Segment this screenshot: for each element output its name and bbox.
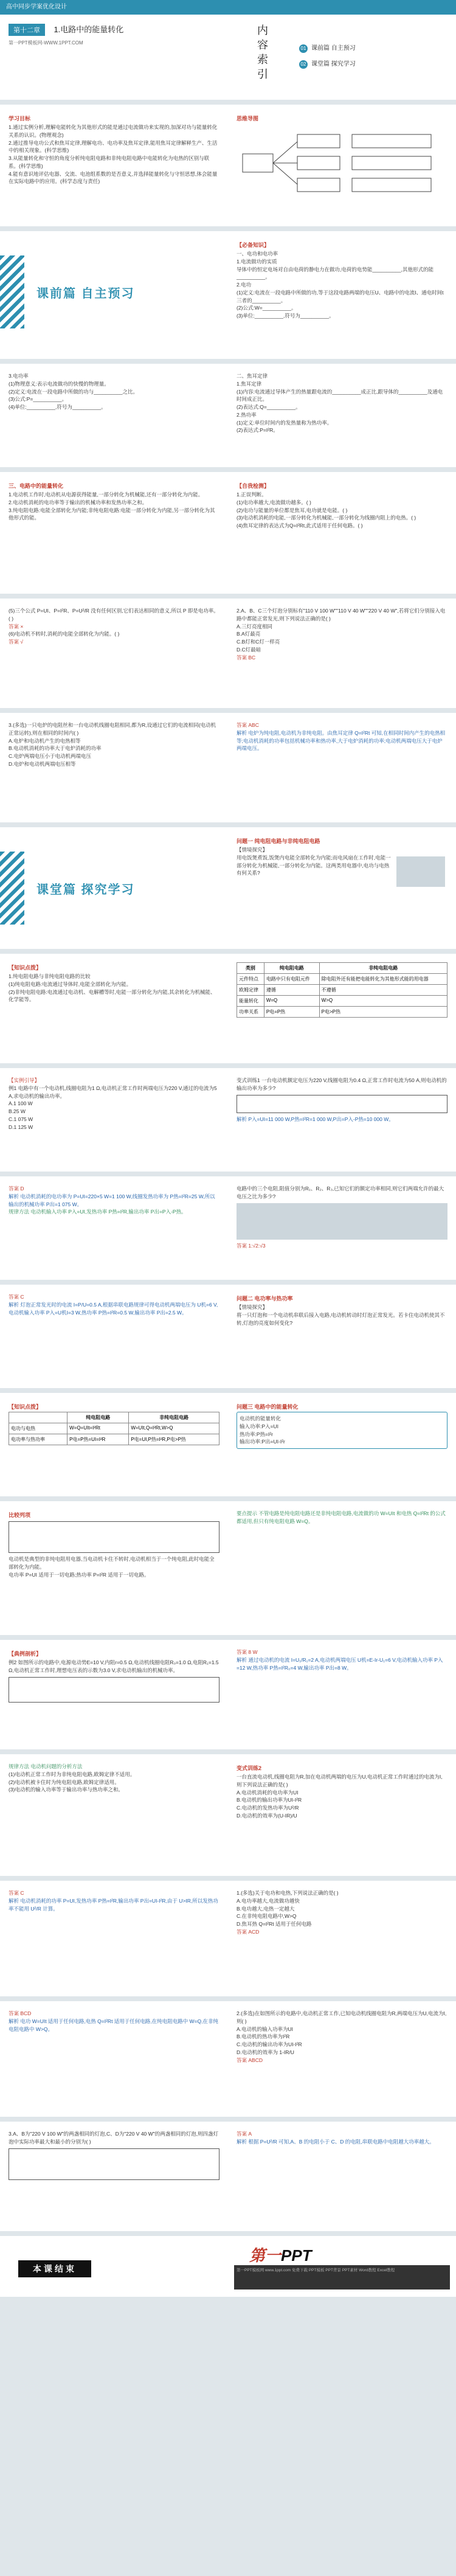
table-cell: 电功率与热功率 xyxy=(9,1434,67,1445)
option: C.电动机的输出功率为UI-I²R xyxy=(237,2041,302,2047)
text-line: (3)单位:__________,符号为__________。 xyxy=(237,313,334,319)
objectives-title: 学习目标 xyxy=(9,116,31,122)
option: B.25 W xyxy=(9,1108,26,1114)
table-cell: 能量转化 xyxy=(237,996,264,1007)
circuit-diagram xyxy=(237,1095,447,1113)
objective-line: 4.能有意识地评估电器、交流、电池组系数的是否意义,并选择能量转化与守恒思想,体会能量在实际电路中的应用。(科学态度与责任) xyxy=(9,170,218,185)
lesson-title: 1.电路中的能量转化 xyxy=(54,25,124,34)
text-line: 电动机的能量转化 xyxy=(240,1415,282,1422)
answer-text: 答案 1:√2:√3 xyxy=(237,1242,266,1249)
text-line: 2.电功 xyxy=(237,282,252,288)
slide-practice-3 xyxy=(0,2122,456,2231)
text-line: (2)非纯电阻电路:电流通过电动机、电解槽等时,电能一部分转化为内能,其余转化为机械能、化学能等。 xyxy=(9,988,216,1003)
answer-text: 答案 BCD xyxy=(9,2010,32,2016)
table-row xyxy=(237,1007,447,1018)
text-line: 3.A、B为"220 V 100 W"的两盏相同的灯泡,C、D为"220 V 40 W"的两盏相同的灯泡,则四盏灯泡中实际功率最大和最小的分别为( ) xyxy=(9,2131,219,2145)
mindmap-diagram xyxy=(237,123,443,209)
text-line: 热功率:P热=I²r xyxy=(240,1431,274,1437)
option: D.C灯最暗 xyxy=(237,646,261,653)
method-note: 规律方法 电动机输入功率 P入=UI,发热功率 P热=I²R,输出功率 P出=P入-P热。 xyxy=(9,1209,187,1215)
table-cell: 电路中只有电阻元件 xyxy=(264,974,319,985)
slide-example-1-answer xyxy=(0,1176,456,1280)
table-header-row xyxy=(237,963,447,974)
option: B.电动机的热功率为I²R xyxy=(237,2033,290,2040)
slide-preview xyxy=(0,231,456,359)
self-check-title: 【自我检测】 xyxy=(237,483,270,489)
text-line: (3)电动机消耗的电能,一部分转化为机械能,一部分转化为线圈内阻上的电热。( ) xyxy=(237,515,416,521)
table-header: 类别 xyxy=(237,963,264,974)
option: C.在非纯电阻电路中,W>Q xyxy=(237,1913,297,1920)
option: A.1 100 W xyxy=(9,1100,33,1107)
table-row xyxy=(9,1434,219,1445)
slide-power xyxy=(0,364,456,467)
text-line: (1)定义:单位时间内的发热量称为热功率。 xyxy=(237,419,333,426)
text-line: 3.纯电阻电路:电能全部转化为内能;非纯电阻电路:电能一部分转化为内能,另一部分转化为其他形式的能。 xyxy=(9,507,215,521)
text-line: (2)表达式:P=I²R。 xyxy=(237,427,278,434)
option: D.焦耳热 Q=I²Rt 适用于任何电路 xyxy=(237,1921,312,1927)
table-header: 纯电阻电路 xyxy=(67,1412,129,1423)
text-line: 1.电流做功的实质 xyxy=(237,258,277,265)
text-line: (1)物理意义:表示电流做功的快慢的物理量。 xyxy=(9,380,109,387)
explanation: 解析 电动机消耗的功率 P=UI,发热功率 P热=I²R,输出功率 P出=UI-I²R,由于 U>IR,所以发热功率不能用 U²/R 计算。 xyxy=(9,1897,218,1912)
text-line: (1)定义:电流在一段电路中所做的功,等于这段电路两端的电压U、电路中的电流I、通电时间t三者的__________。 xyxy=(237,289,444,304)
objective-line: 1.通过实例分析,理解电能转化为其他形式的能是通过电流做功来实现的,加深对功与能量转化关系的认识。(物理观念) xyxy=(9,124,218,138)
number-icon: 02 xyxy=(299,60,308,69)
answer-text: 答案 BC xyxy=(237,654,256,661)
option: B.电功越大,电热一定越大 xyxy=(237,1905,295,1912)
text-line: (3)电动机的输入功率等于输出功率与热功率之和。 xyxy=(9,1786,123,1793)
table-cell: 功率关系 xyxy=(237,1007,264,1018)
text-line: 变式训练1 一台电动机额定电压为220 V,线圈电阻为0.4 Ω,正常工作时电流为50 A,则电动机的输出功率为多少? xyxy=(237,1077,447,1091)
text-line: 导体中的恒定电场对自由电荷的静电力在做功,电荷的电势能__________,其他形式的能__________。 xyxy=(237,266,434,280)
table-row xyxy=(9,1423,219,1434)
slide-energy xyxy=(0,472,456,594)
knowledge-title: 【必备知识】 xyxy=(237,242,270,248)
example-title: 【典例剖析】 xyxy=(9,1651,42,1657)
text-line: 用电饭煲煮饭,饭煲内电能全部转化为内能;而电风扇在工作时,电能一部分转化为机械能,一部分转化为内能。这两类用电器中,电功与电热有何关系? xyxy=(237,854,391,877)
option: C.B灯和C灯一样亮 xyxy=(237,639,280,645)
text-line: (5)三个公式 P=UI、P=I²R、P=U²/R 没有任何区别,它们表达相同的意义,所以 P 即是电功率。( ) xyxy=(9,608,219,622)
chapter-tag: 第十二章 xyxy=(9,24,45,36)
table-cell: 元件特点 xyxy=(237,974,264,985)
slide-question-2 xyxy=(0,1285,456,1388)
text-line: 输入功率:P入=UI xyxy=(240,1423,278,1429)
slide-end xyxy=(0,2236,456,2297)
catalog-item-explore[interactable]: 02 课堂篇 探究学习 xyxy=(299,58,356,69)
explanation: 解析 电炉为纯电阻,电动机为非纯电阻。由焦耳定律 Q=I²Rt 可知,在相同时间内产生的电热相等;电动机消耗的功率包括机械功率和热功率,大于电炉消耗的功率;电动机两端电压大于电炉两端电压。 xyxy=(237,729,446,752)
option: D.电动机的效率为(U-IR)/U xyxy=(237,1812,297,1819)
answer-text: 答案 A xyxy=(237,2131,252,2137)
text-line: 2.电动机消耗的电功率等于输出的机械功率和发热功率之和。 xyxy=(9,499,148,505)
section-title: 课前篇 自主预习 xyxy=(36,287,135,300)
banner-stripe xyxy=(0,852,24,925)
section-heading: 比较列项 xyxy=(9,1512,31,1518)
option: A.电动机的输入功率为UI xyxy=(237,2026,294,2032)
option: D.电炉和电动机两端电压相等 xyxy=(9,760,76,767)
text-line: (3)公式:P=__________。 xyxy=(9,396,67,403)
option: D.电动机的效率为 1-IR/U xyxy=(237,2049,294,2055)
question-title: 问题三 电路中的能量转化 xyxy=(237,1404,299,1410)
text-line: (2)定义:电流在一段电路中所做的功与__________之比。 xyxy=(9,388,139,395)
question-title: 问题一 纯电阻电路与非纯电阻电路 xyxy=(237,838,320,844)
text-line: (2)公式:W=__________。 xyxy=(237,305,297,311)
slide-cover xyxy=(0,15,456,100)
text-line: 二、焦耳定律 xyxy=(237,373,268,379)
text-line: (1)内容:电流通过导体产生的热量跟电流的__________成正比,跟导体的__________及通电时间成正比。 xyxy=(237,388,443,403)
slide-explore xyxy=(0,827,456,949)
text-line: 例2 如图所示的电路中,电源电动势E=10 V,内阻r=0.5 Ω,电动机线圈电阻R₀=1.0 Ω,电阻R₁=1.5 Ω,电动机正常工作时,理想电压表的示数为3.0 V,求电动机输出的机械功率。 xyxy=(9,1659,219,1673)
table-header: 非纯电阻电路 xyxy=(319,963,447,974)
text-line: (2)电动机被卡住时为纯电阻电路,欧姆定律适用。 xyxy=(9,1779,120,1785)
slide-check-2 xyxy=(0,599,456,708)
text-line: 1.焦耳定律 xyxy=(237,380,262,387)
knowledge-title: 【知识点拨】 xyxy=(9,1404,42,1410)
table-row xyxy=(237,996,447,1007)
slide-objectives xyxy=(0,105,456,226)
text-line: (2)电功与能量的单位都是焦耳,电功就是电能。( ) xyxy=(237,507,348,513)
explanation: 解析 P入=UI=11 000 W,P热=I²R=1 000 W,P出=P入-P热=10 000 W。 xyxy=(237,1116,394,1122)
section-title: 课堂篇 探究学习 xyxy=(36,883,135,897)
text-line: 1.电动机工作时,电动机从电源获得能量,一部分转化为机械能,还有一部分转化为内能。 xyxy=(9,491,204,498)
text-line: 电路中的三个电阻,阻值分别为R₁、R₂、R₃,已知它们的额定功率相同,则它们两端允许的最大电压之比为多少? xyxy=(237,1186,444,1199)
ppt-logo: 第一PPT xyxy=(249,2246,312,2265)
text-line: 2.热功率 xyxy=(237,411,257,418)
knowledge-title: 【知识点拨】 xyxy=(9,965,42,971)
text-line: 3.电功率 xyxy=(9,373,29,379)
slide-knowledge-1 xyxy=(0,954,456,1063)
table-header-row xyxy=(9,1412,219,1423)
banner-stripe xyxy=(0,255,24,328)
circuit-diagram xyxy=(9,1677,219,1703)
slide-variation-2 xyxy=(0,1754,456,1876)
circuit-diagram xyxy=(9,2148,219,2180)
section-banner xyxy=(0,852,228,925)
table-header: 非纯电阻电路 xyxy=(129,1412,219,1423)
table-cell: 不遵循 xyxy=(319,985,447,996)
table-cell: 欧姆定律 xyxy=(237,985,264,996)
slide-check-3 xyxy=(0,713,456,822)
slide-example-1 xyxy=(0,1068,456,1172)
number-icon: 01 xyxy=(299,44,308,53)
answer-text: 答案 ABC xyxy=(237,722,259,728)
table-cell: P电=UI,P热=I²R,P电>P热 xyxy=(129,1434,219,1445)
table-cell: W=UIt,Q=I²Rt,W>Q xyxy=(129,1423,219,1434)
slide-practice-1 xyxy=(0,1881,456,1996)
catalog-title: 内容索引 xyxy=(256,24,268,83)
table-cell: P电=P热 xyxy=(264,1007,319,1018)
text-line: 将一只灯泡和一个电动机串联后接入电路,电动机转动时灯泡正常发光。若卡住电动机使其不转,灯泡的亮度如何变化? xyxy=(237,1311,445,1326)
slide-compare xyxy=(0,1501,456,1635)
text-line: (4)单位:__________,符号为__________。 xyxy=(9,404,106,410)
option: A.电炉和电动机产生的电热相等 xyxy=(9,737,81,744)
section-heading: 三、电路中的能量转化 xyxy=(9,483,64,489)
comparison-table xyxy=(237,962,447,1018)
text-line: (6)电动机不转时,消耗的电能全部转化为内能。( ) xyxy=(9,631,120,637)
variation-title: 变式训练2 xyxy=(237,1765,262,1771)
text-line: 【情境探究】 xyxy=(237,1304,268,1310)
explanation: 解析 电功 W=UIt 适用于任何电路,电热 Q=I²Rt 适用于任何电路,在纯电阻电路中 W=Q,在非纯电阻电路中 W>Q。 xyxy=(9,2018,218,2032)
table-cell: W=Q xyxy=(264,996,319,1007)
table-header xyxy=(9,1412,67,1423)
slide-example-2 xyxy=(0,1640,456,1749)
question-title: 问题二 电功率与热功率 xyxy=(237,1296,293,1302)
publisher-bar: 高中同步学案优化设计 xyxy=(0,0,456,15)
power-table xyxy=(9,1412,219,1445)
text-line: 1.正误判断。 xyxy=(237,491,267,498)
option: A.电功率越大,电流做功越快 xyxy=(237,1897,300,1904)
method-note: 规律方法 电动机问题的分析方法 xyxy=(9,1763,83,1769)
slide-practice-2 xyxy=(0,2001,456,2117)
table-cell: W=Q=UIt=I²Rt xyxy=(67,1423,129,1434)
end-title: 本课结束 xyxy=(18,2260,91,2277)
text-line: (4)焦耳定律的表达式为Q=I²Rt,此式适用于任何电路。( ) xyxy=(237,522,363,529)
text-line: 3.(多选)一只电炉的电阻丝和一台电动机线圈电阻相同,都为R,设通过它们的电流相同(电动机正常运转),则在相同的时间内( ) xyxy=(9,722,216,736)
section-banner xyxy=(0,255,228,328)
option: B.电动机的输出功率为UI-I²R xyxy=(237,1797,302,1804)
source-url: 第一PPT模板网-WWW.1PPT.COM xyxy=(9,40,83,46)
answer-text: 答案 ABCD xyxy=(237,2057,263,2063)
option: A.电动机消耗的电功率为UI xyxy=(237,1789,299,1796)
option: C.1 075 W xyxy=(9,1116,33,1122)
footer-info: 第一PPT模板网 www.1ppt.com 免费下载 PPT模板 PPT背景 PPT素材 Word教程 Excel教程 xyxy=(234,2265,450,2290)
text-line: (2)表达式:Q=__________。 xyxy=(237,404,301,410)
explanation: 解析 根据 P=U²/R 可知,A、B 的电阻小于 C、D 的电阻,串联电路中电阻越大功率越大。 xyxy=(237,2138,435,2145)
table-row xyxy=(237,985,447,996)
table-cell: P电=P热=UI=I²R xyxy=(67,1434,129,1445)
answer-text: 答案 √ xyxy=(9,639,24,645)
text-line: 1.纯电阻电路与非纯电阻电路的比较 xyxy=(9,973,91,979)
option: A.三灯亮度相同 xyxy=(237,623,273,630)
table-row xyxy=(237,974,447,985)
example-heading: 【实例引导】 xyxy=(9,1077,40,1083)
table-cell: P电>P热 xyxy=(319,1007,447,1018)
text-line: (1)电功率越大,电流做功越多。( ) xyxy=(237,499,311,505)
answer-text: 答案 8 W xyxy=(237,1649,258,1655)
text-line: 电动机是典型的非纯电阻用电器,当电动机卡住不转时,电动机相当于一个纯电阻,此时电能全部转化为内能。 xyxy=(9,1556,215,1570)
text-line: 2.(多选)在如图所示的电路中,电动机正常工作,已知电动机线圈电阻为R,两端电压为U,电流为I,则( ) xyxy=(237,2010,447,2024)
option: D.1 125 W xyxy=(9,1123,33,1130)
text-line: 2.A、B、C三个灯泡分别标有"110 V 100 W""110 V 40 W""220 V 40 W",若将它们分别接入电路中都能正常发光,则下列说法正确的是( ) xyxy=(237,608,446,622)
table-cell: 遵循 xyxy=(264,985,319,996)
text-line: 【情境探究】 xyxy=(237,847,268,853)
text-line: (1)电动机正常工作时为非纯电阻电路,欧姆定律不适用。 xyxy=(9,1771,136,1777)
appliance-image xyxy=(396,856,445,887)
explanation: 解析 电动机消耗的电功率为 P=UI=220×5 W=1 100 W,线圈发热功率为 P热=I²R=25 W,所以输出的机械功率 P出=1 075 W。 xyxy=(9,1193,215,1207)
catalog xyxy=(238,24,445,91)
objective-line: 3.从能量转化和守恒的角度分析纯电阻电路和非纯电阻电路中电能转化为电热的区别与联系。(科学思维) xyxy=(9,155,210,169)
answer-text: 答案 × xyxy=(9,623,24,630)
option: C.电炉两端电压小于电动机两端电压 xyxy=(9,753,92,759)
text-line: 一台直流电动机,线圈电阻为R,加在电动机两端的电压为U,电动机正常工作时通过的电流为I,则下列说法正确的是( ) xyxy=(237,1774,443,1788)
table-cell: W>Q xyxy=(319,996,447,1007)
tip-text: 要点提示 不管电路是纯电阻电路还是非纯电阻电路,电流做的功 W=UIt 和电热 Q=I²Rt 的公式都适用,但只有纯电阻电路 W=Q。 xyxy=(237,1510,446,1524)
catalog-item-preview[interactable]: 01 课前篇 自主预习 xyxy=(299,43,356,53)
objective-line: 2.通过推导电功公式和焦耳定律,理解电功、电功率及焦耳定律,能用焦耳定律解释生产、生活中的相关现象。(科学思维) xyxy=(9,139,218,154)
energy-box xyxy=(237,1412,447,1449)
answer-text: 答案 C xyxy=(9,1294,24,1300)
option: B.A灯最亮 xyxy=(237,631,261,637)
text-line: (1)纯电阻电路:电流通过导体时,电能全部转化为内能。 xyxy=(9,981,132,987)
table-header: 纯电阻电路 xyxy=(264,963,319,974)
explanation: 解析 通过电动机的电流 I=U₁/R₁=2 A,电动机两端电压 U机=E-Ir-U₁=6 V,电动机输入功率 P入=12 W,热功率 P热=I²R₀=4 W,输出功率 P出=8 W。 xyxy=(237,1656,443,1671)
answer-text: 答案 C xyxy=(9,1890,24,1896)
slide-knowledge-2 xyxy=(0,1393,456,1496)
text-line: 电功率 P=UI 适用于一切电路;热功率 P=I²R 适用于一切电路。 xyxy=(9,1571,150,1578)
text-line: 输出功率:P出=UI-I²r xyxy=(240,1439,285,1445)
option: B.电动机消耗的功率大于电炉消耗的功率 xyxy=(9,745,102,752)
answer-text: 答案 ACD xyxy=(237,1928,260,1935)
mindmap-title: 思维导图 xyxy=(237,116,259,122)
answer-text: 答案 D xyxy=(9,1186,24,1192)
text-line: 1.(多选)关于电功和电热,下列说法正确的是( ) xyxy=(237,1890,339,1896)
option: C.电动机的发热功率为U²/R xyxy=(237,1805,299,1811)
explanation: 解析 灯泡正常发光时的电流 I=P/U=0.5 A,根据串联电路规律可得电动机两端电压为 U机=6 V,电动机输入功率 P入=U机I=3 W,热功率 P热=I²R=0.5 W,输出功率 P出=2.5 W。 xyxy=(9,1301,218,1316)
text-line: 例1 电路中有一个电动机,线圈电阻为1 Ω,电动机正常工作时两端电压为220 V,通过的电流为5 A,求电动机的输出功率。 xyxy=(9,1085,217,1099)
bulb-image xyxy=(237,1203,447,1240)
text-line: 一、电功和电功率 xyxy=(237,251,278,257)
table-cell: 电功与电热 xyxy=(9,1423,67,1434)
circuit-diagram xyxy=(9,1521,219,1553)
table-cell: 除电阻外还有能把电能转化为其他形式能的用电器 xyxy=(319,974,447,985)
